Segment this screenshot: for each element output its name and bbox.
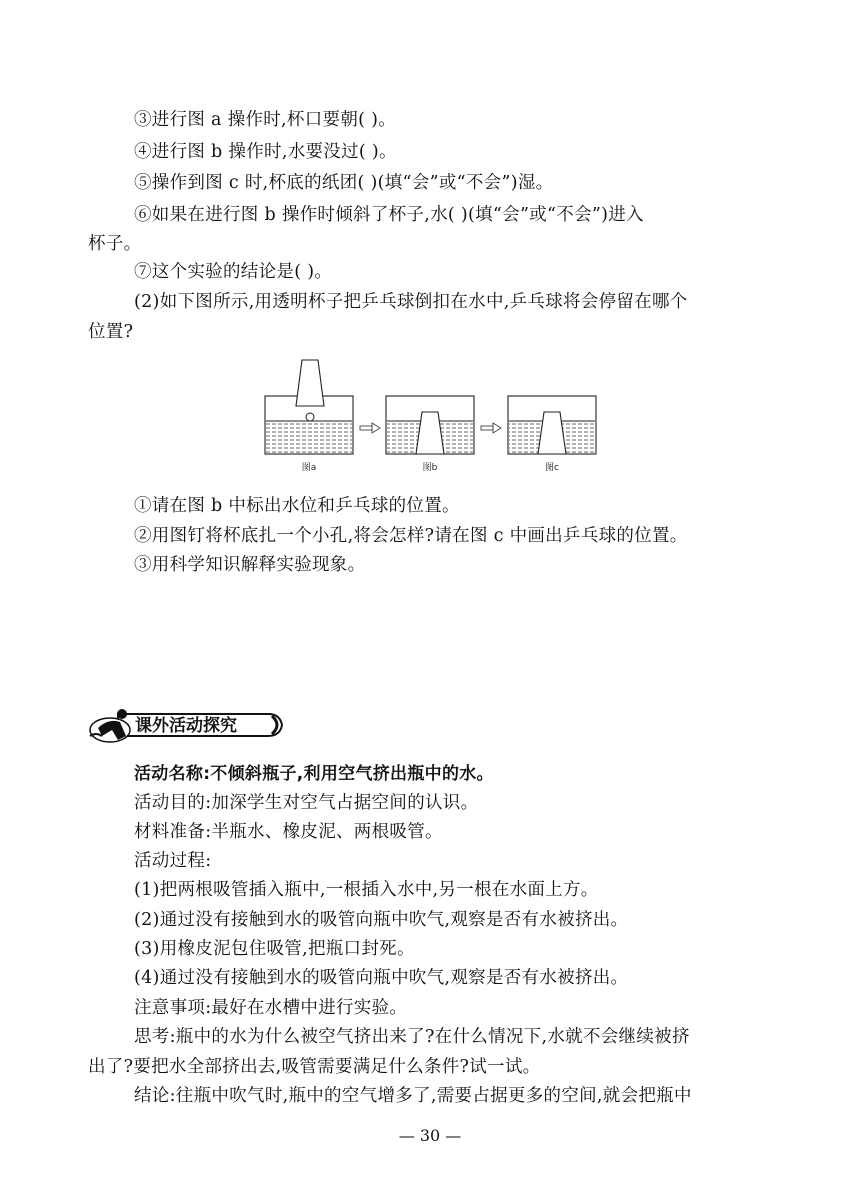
- cup-a: [296, 360, 324, 406]
- activity-think-line-2: 出了?要把水全部挤出去,吸管需要满足什么条件?试一试。: [88, 1057, 541, 1077]
- activity-note: 注意事项:最好在水槽中进行实验。: [134, 998, 408, 1018]
- figure-c-label: 图c: [545, 463, 559, 473]
- activity-step-3: (3)用橡皮泥包住吸管,把瓶口封死。: [134, 939, 415, 959]
- question-3: ③进行图 a 操作时,杯口要朝( )。: [134, 110, 397, 130]
- section-title: 课外活动探究: [135, 716, 237, 736]
- arrow-right-icon: [481, 423, 501, 433]
- part-2-line-1: (2)如下图所示,用透明杯子把乒乓球倒扣在水中,乒乓球将会停留在哪个: [134, 292, 688, 312]
- ping-pong-ball-a: [306, 413, 314, 421]
- activity-think-line-1: 思考:瓶中的水为什么被空气挤出来了?在什么情况下,水就不会继续被挤: [134, 1027, 690, 1047]
- question-6-line-2: 杯子。: [88, 234, 142, 254]
- question-7: ⑦这个实验的结论是( )。: [134, 262, 333, 282]
- cup-b: [416, 412, 444, 454]
- figure-a: [265, 360, 353, 454]
- sub-question-1: ①请在图 b 中标出水位和乒乓球的位置。: [134, 496, 460, 516]
- arrow-right-icon: [360, 423, 380, 433]
- question-4: ④进行图 b 操作时,水要没过( )。: [134, 142, 397, 162]
- activity-purpose: 活动目的:加深学生对空气占据空间的认识。: [134, 793, 479, 813]
- cup-c: [538, 412, 566, 454]
- sub-question-2: ②用图钉将杯底扎一个小孔,将会怎样?请在图 c 中画出乒乓球的位置。: [134, 526, 688, 546]
- running-figure-icon: [90, 709, 130, 742]
- question-6-line-1: ⑥如果在进行图 b 操作时倾斜了杯子,水( )(填“会”或“不会”)进入: [134, 205, 644, 225]
- activity-materials: 材料准备:半瓶水、橡皮泥、两根吸管。: [134, 822, 443, 842]
- sub-question-3: ③用科学知识解释实验现象。: [134, 555, 366, 575]
- activity-step-4: (4)通过没有接触到水的吸管向瓶中吹气,观察是否有水被挤出。: [134, 968, 629, 988]
- figure-b-label: 图b: [422, 463, 438, 473]
- figure-a-label: 图a: [301, 463, 317, 473]
- activity-step-1: (1)把两根吸管插入瓶中,一根插入水中,另一根在水面上方。: [134, 880, 599, 900]
- activity-process-label: 活动过程:: [134, 851, 212, 871]
- experiment-figure: [260, 354, 600, 482]
- activity-name: 活动名称:不倾斜瓶子,利用空气挤出瓶中的水。: [134, 764, 494, 784]
- activity-conclusion: 结论:往瓶中吹气时,瓶中的空气增多了,需要占据更多的空间,就会把瓶中: [134, 1086, 692, 1106]
- activity-step-2: (2)通过没有接触到水的吸管向瓶中吹气,观察是否有水被挤出。: [134, 910, 629, 930]
- part-2-line-2: 位置?: [88, 322, 134, 342]
- page-number: — 30 —: [398, 1126, 462, 1145]
- question-5: ⑤操作到图 c 时,杯底的纸团( )(填“会”或“不会”)湿。: [134, 173, 554, 193]
- figure-b: [386, 396, 474, 454]
- figure-c: [508, 396, 596, 454]
